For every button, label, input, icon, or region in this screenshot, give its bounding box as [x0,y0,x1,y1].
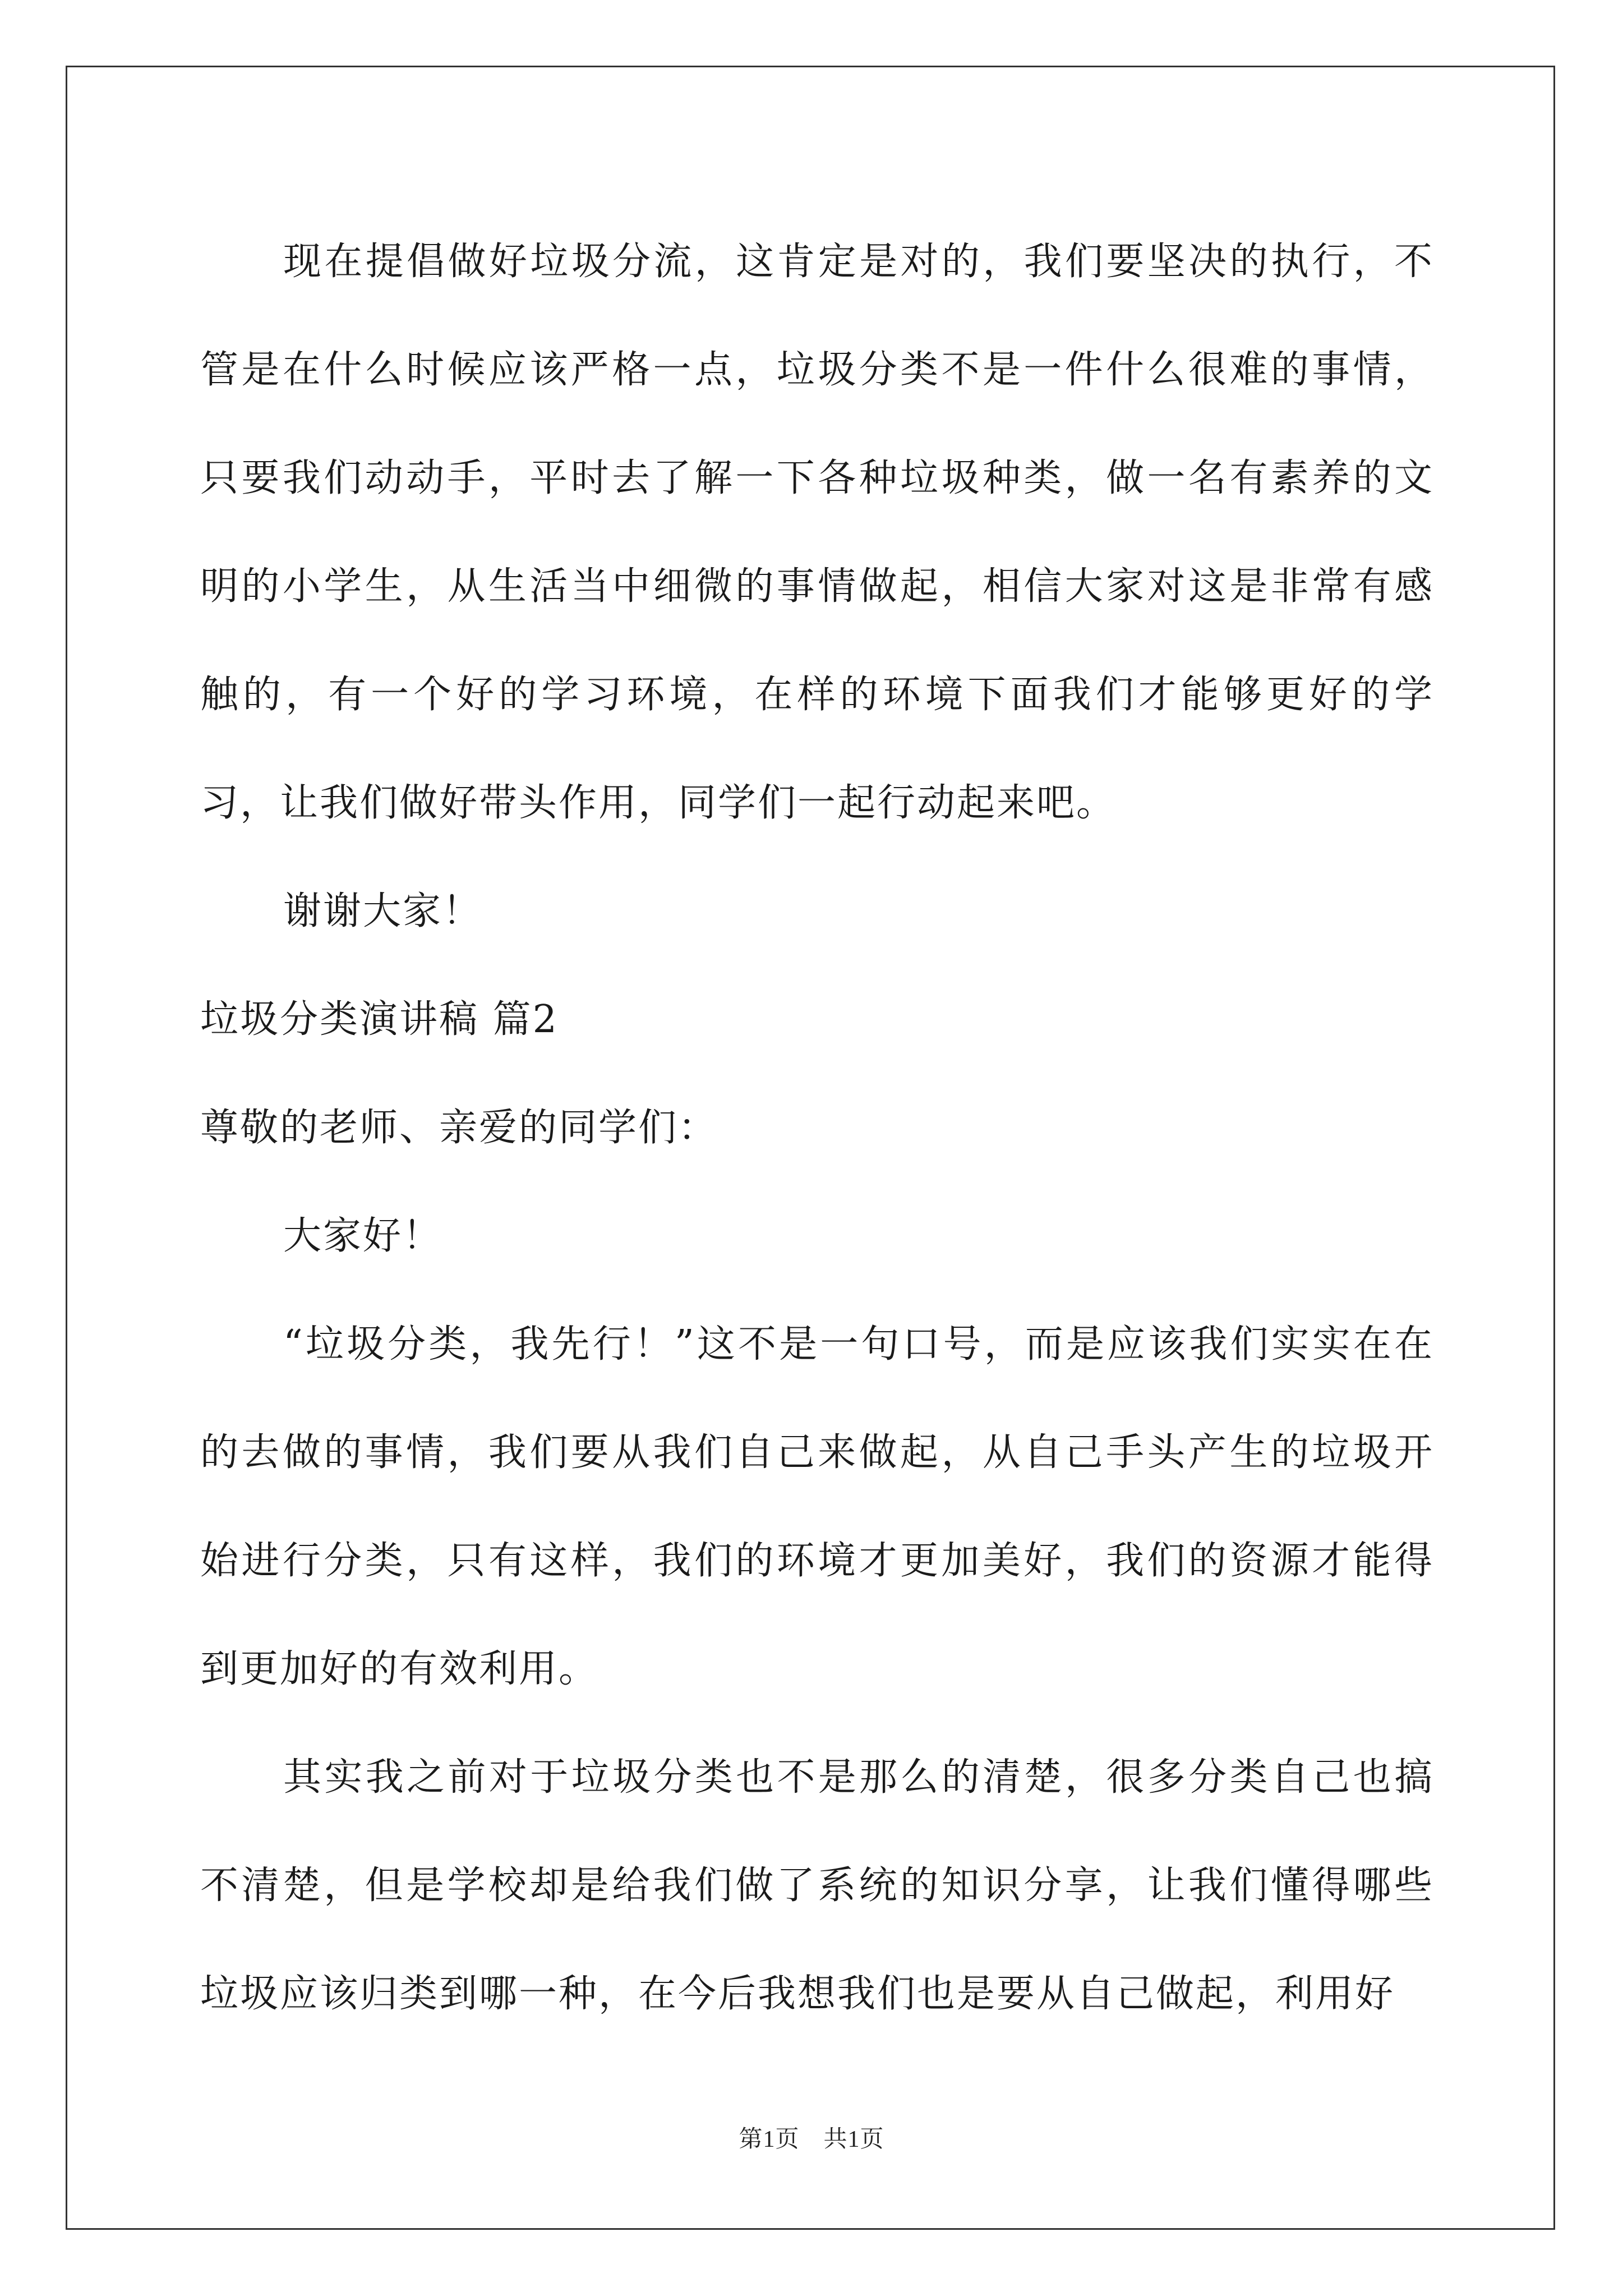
paragraph-slogan: “垃圾分类，我先行！”这不是一句口号，而是应该我们实实在在的去做的事情，我们要从我们自己来做起，从自己手头产生的垃圾开始进行分类，只有这样，我们的环境才更加美好，我们的资源才能得到更加好的有效利用。 [200,1322,1434,1691]
paragraph-school-knowledge: 其实我之前对于垃圾分类也不是那么的清楚，很多分类自己也搞不清楚，但是学校却是给我们做了系统的知识分享，让我们懂得哪些垃圾应该归类到哪一种，在今后我想我们也是要从自己做起，利用好 [200,1755,1434,2016]
paragraph-closing-remarks: 现在提倡做好垃圾分流，这肯定是对的，我们要坚决的执行，不管是在什么时候应该严格一点，垃圾分类不是一件什么很难的事情，只要我们动动手，平时去了解一下各种垃圾种类，做一名有素养的文明的小学生，从生活当中细微的事情做起，相信大家对这是非常有感触的，有一个好的学习环境，在样的环境下面我们才能够更好的学习，让我们做好带头作用，同学们一起行动起来吧。 [200,240,1434,825]
section-heading: 垃圾分类演讲稿 篇2 [200,997,559,1042]
salutation: 尊敬的老师、亲爱的同学们： [200,1106,718,1150]
page-footer: 第1页 共1页 [739,2127,884,2152]
greeting: 大家好！ [283,1214,443,1258]
paragraph-thanks: 谢谢大家！ [283,889,483,933]
document-body [200,208,1434,2048]
